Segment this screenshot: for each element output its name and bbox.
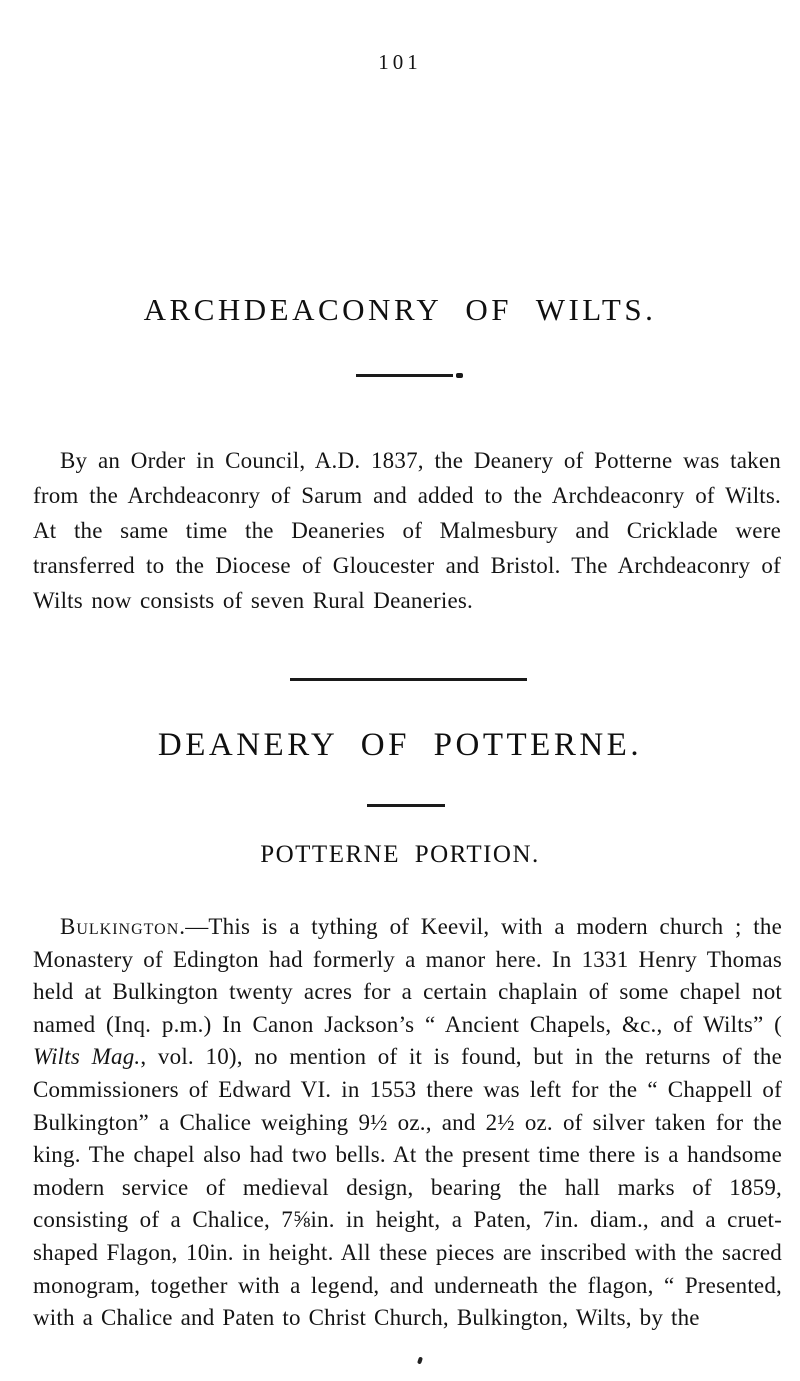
intro-paragraph: By an Order in Council, A.D. 1837, the Deanery of Potterne was taken from the Archdeaconry of Sarum and added to the Archdeaconry of Wilts. At the same time the Deaneries of Malmesbury and Cricklade were transferred to the Diocese of Gloucester and Bristol. The Archdeaconry of Wilts now consists of seven Rural Deaneries. — [33, 448, 781, 613]
text-segment-normal: .—This is a tything of Keevil, with a modern church ; the Monastery of Edington had formerly a manor here. In 1331 Henry Thomas held at Bulkington twenty acres for a certain chaplain of some chapel not named (Inq. p.m.) In Canon Jackson’s “ Ancient Chapels, &c., of Wilts” ( — [33, 914, 782, 1037]
archdeaconry-title: ARCHDEACONRY OF WILTS. — [143, 292, 657, 327]
divider-under-deanery-title — [367, 804, 445, 807]
divider-under-archdeaconry-title — [356, 374, 453, 377]
text-segment-italic: Wilts Mag. — [33, 1044, 141, 1070]
divider-end-dot — [456, 373, 463, 378]
text-segment-normal: , vol. 10), no mention of it is found, but in the returns of the Commissioners of Edward VI. in 1553 there was left for the “ Chappell of Bulkington” a Chalice weighing 9½ oz., and 2½ oz. of silver taken for the king. The chapel also had two bells. At the present time there is a handsome modern service of medieval design, bearing the hall marks of 1859, consisting of a Chalice, 7⅝in. in height, a Paten, 7in. diam., and a cruet-shaped Flagon, 10in. in height. All these pieces are inscribed with the sacred monogram, together with a legend, and underneath the flagon, “ Presented, with a Chalice and Paten to Christ Church, Bulkington, Wilts, by the — [33, 1044, 783, 1331]
ink-speck-artifact — [417, 1357, 423, 1365]
bulkington-paragraph — [33, 911, 782, 1335]
text-segment-smallcaps: Bulkington — [60, 914, 180, 939]
deanery-title: DEANERY OF POTTERNE. — [157, 727, 643, 763]
section-divider — [290, 678, 527, 681]
potterne-portion-subtitle: POTTERNE PORTION. — [260, 841, 540, 868]
page-number: 101 — [378, 50, 422, 74]
